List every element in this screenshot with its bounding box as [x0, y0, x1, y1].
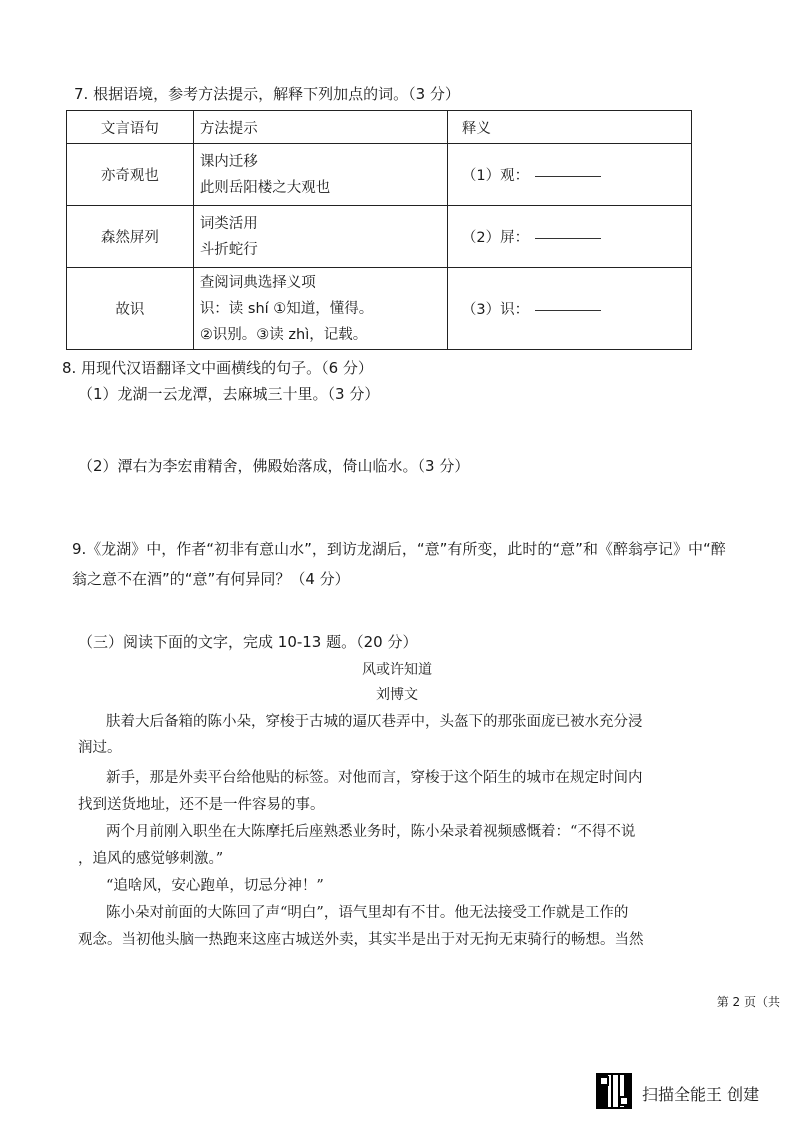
row2-method-type: 词类活用	[199, 215, 258, 232]
table-header-method: 方法提示	[193, 111, 447, 144]
q8-item2: （2）潭右为李宏甫精舍，佛殿始落成，倚山临水。（3 分）	[78, 457, 470, 475]
row1-sentence: 亦奇观也	[67, 144, 194, 206]
row3-method-type: 查阅词典选择义项	[199, 274, 316, 291]
passage-line: 找到送货地址，还不是一件容易的事。	[78, 797, 325, 813]
table-header-sentence: 文言语句	[67, 111, 194, 144]
page-number: 第 2 页（共	[716, 995, 780, 1009]
q7-heading: 7. 根据语境，参考方法提示，解释下列加点的词。（3 分）	[74, 85, 460, 103]
passage-line: 新手，那是外卖平台给他贴的标签。对他而言，穿梭于这个陌生的城市在规定时间内	[106, 770, 643, 786]
passage-line: ，追风的感觉够刺激。”	[78, 851, 224, 867]
passage-line: 肤着大后备箱的陈小朵，穿梭于古城的逼仄巷弄中，头盔下的那张面庞已被水充分浸	[106, 714, 643, 730]
row3-method-def1: 识：读 shí ①知道，懂得。	[199, 300, 374, 317]
table-row	[67, 206, 692, 268]
passage-line: 润过。	[78, 740, 122, 756]
row2-answer-label: （2）屏：	[461, 230, 530, 246]
passage-line: 观念。当初他头脑一热跑来这座古城送外卖，其实半是出于对无拘无束骑行的畅想。当然	[78, 932, 644, 948]
row1-answer-label: （1）观：	[461, 168, 530, 184]
q9-question: 9.《龙湖》中，作者“初非有意山水”，到访龙湖后，“意”有所变，此时的“意”和《醉翁亭记》中“醉翁之意不在酒”的“意”有何异同？（4 分）	[72, 540, 726, 588]
passage-line: 陈小朵对前面的大陈回了声“明白”，语气里却有不甘。他无法接受工作就是工作的	[106, 905, 629, 921]
row1-method-type: 课内迁移	[199, 153, 258, 170]
row2-method-example: 斗折蛇行	[199, 241, 258, 258]
table-row	[67, 144, 692, 206]
table-header-meaning: 释义	[447, 111, 691, 144]
answer-blank[interactable]	[535, 309, 601, 311]
row3-sentence: 故识	[67, 268, 194, 350]
scanner-watermark: 扫描全能王 创建	[642, 1085, 760, 1104]
passage-title: 风或许知道	[362, 662, 432, 678]
answer-blank[interactable]	[535, 237, 601, 239]
row3-method-def2: ②识别。③读 zhì，记载。	[199, 326, 368, 343]
row2-sentence: 森然屏列	[67, 206, 194, 268]
table-row	[67, 268, 692, 350]
qr-code-icon	[596, 1073, 632, 1109]
passage-author: 刘博文	[376, 687, 418, 703]
q7-table	[66, 110, 692, 350]
row1-method-example: 此则岳阳楼之大观也	[199, 179, 331, 196]
row3-answer-label: （3）识：	[461, 302, 530, 318]
q8-item1: （1）龙湖一云龙潭，去麻城三十里。（3 分）	[78, 385, 380, 403]
passage-line: “追啥风，安心跑单，切忌分神！”	[106, 878, 324, 894]
section3-heading: （三）阅读下面的文字，完成 10-13 题。（20 分）	[78, 633, 418, 651]
passage-line: 两个月前刚入职坐在大陈摩托后座熟悉业务时，陈小朵录着视频感慨着：“不得不说	[106, 824, 636, 840]
answer-blank[interactable]	[535, 175, 601, 177]
q8-heading: 8. 用现代汉语翻译文中画横线的句子。（6 分）	[62, 359, 373, 377]
